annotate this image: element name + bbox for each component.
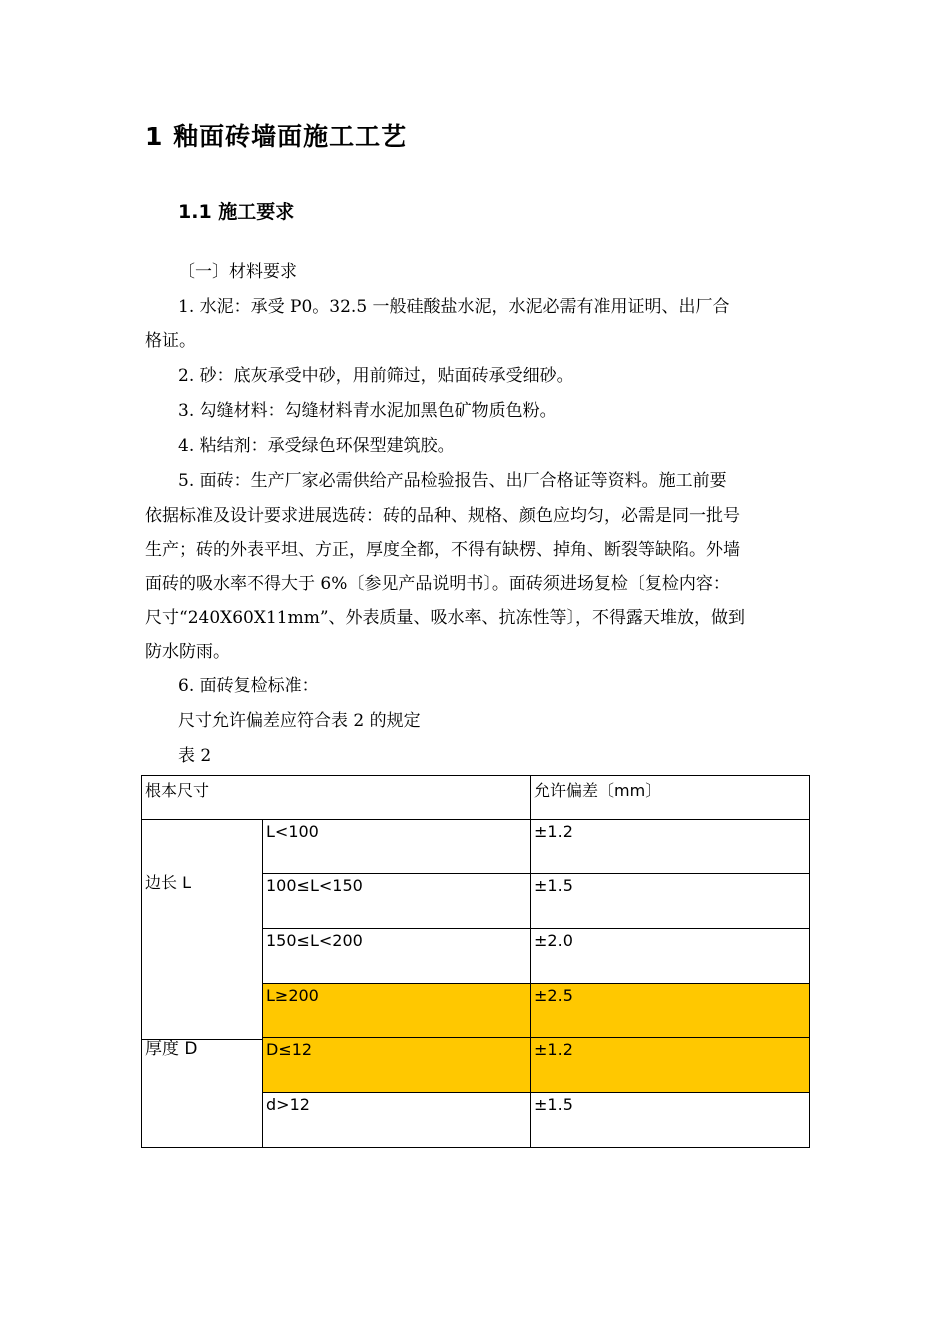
range-cell: L<100: [263, 820, 531, 874]
item-5-line5: 尺寸“240X60X11mm”、外表质量、吸水率、抗冻性等〕，不得露天堆放，做到: [145, 608, 746, 628]
range-cell: 100≤L<150: [263, 874, 531, 929]
item-5-line6: 防水防雨。: [145, 642, 230, 662]
item-5: 5. 面砖：生产厂家必需供给产品检验报告、出厂合格证等资料。施工前要: [178, 471, 727, 491]
item-4: 4. 粘结剂：承受绿色环保型建筑胶。: [178, 436, 455, 456]
range-cell: L≥200: [263, 984, 531, 1038]
tolerance-table: [141, 775, 810, 1148]
range-cell: D≤12: [263, 1038, 531, 1093]
item-1: 1. 水泥：承受 P0。32.5 一般硅酸盐水泥，水泥必需有准用证明、出厂合: [178, 297, 730, 317]
table-header-row: [142, 776, 810, 820]
tolerance-cell: ±1.2: [531, 820, 810, 874]
page-title: 1 釉面砖墙面施工工艺: [145, 122, 408, 151]
table-intro: 尺寸允许偏差应符合表 2 的规定: [178, 711, 421, 731]
tolerance-cell: ±1.2: [531, 1038, 810, 1093]
tolerance-cell: ±2.0: [531, 929, 810, 984]
range-cell: d>12: [263, 1093, 531, 1148]
item-1-cont: 格证。: [145, 331, 196, 351]
item-2: 2. 砂：底灰承受中砂，用前筛过，贴面砖承受细砂。: [178, 366, 574, 386]
subsection-title: 〔一〕材料要求: [178, 262, 297, 282]
table-caption: 表 2: [178, 746, 212, 766]
tolerance-cell: ±2.5: [531, 984, 810, 1038]
item-5-line4: 面砖的吸水率不得大于 6%〔参见产品说明书〕。面砖须进场复检〔复检内容：: [145, 574, 730, 594]
item-3: 3. 勾缝材料：勾缝材料青水泥加黑色矿物质色粉。: [178, 401, 557, 421]
range-cell: 150≤L<200: [263, 929, 531, 984]
section-heading: 1.1 施工要求: [178, 201, 295, 223]
group-label-thickness: 厚度 D: [145, 1039, 198, 1059]
header-basic-size: 根本尺寸: [142, 776, 531, 820]
item-6: 6. 面砖复检标准：: [178, 676, 319, 696]
header-tolerance: 允许偏差〔mm〕: [531, 776, 810, 820]
table-row: [142, 820, 810, 874]
tolerance-cell: ±1.5: [531, 874, 810, 929]
group-label-length: 边长 L: [142, 820, 263, 1148]
tolerance-cell: ±1.5: [531, 1093, 810, 1148]
item-5-line3: 生产；砖的外表平坦、方正，厚度全都，不得有缺楞、掉角、断裂等缺陷。外墙: [145, 540, 740, 560]
item-5-line2: 依据标准及设计要求进展选砖：砖的品种、规格、颜色应均匀，必需是同一批号: [145, 506, 740, 526]
